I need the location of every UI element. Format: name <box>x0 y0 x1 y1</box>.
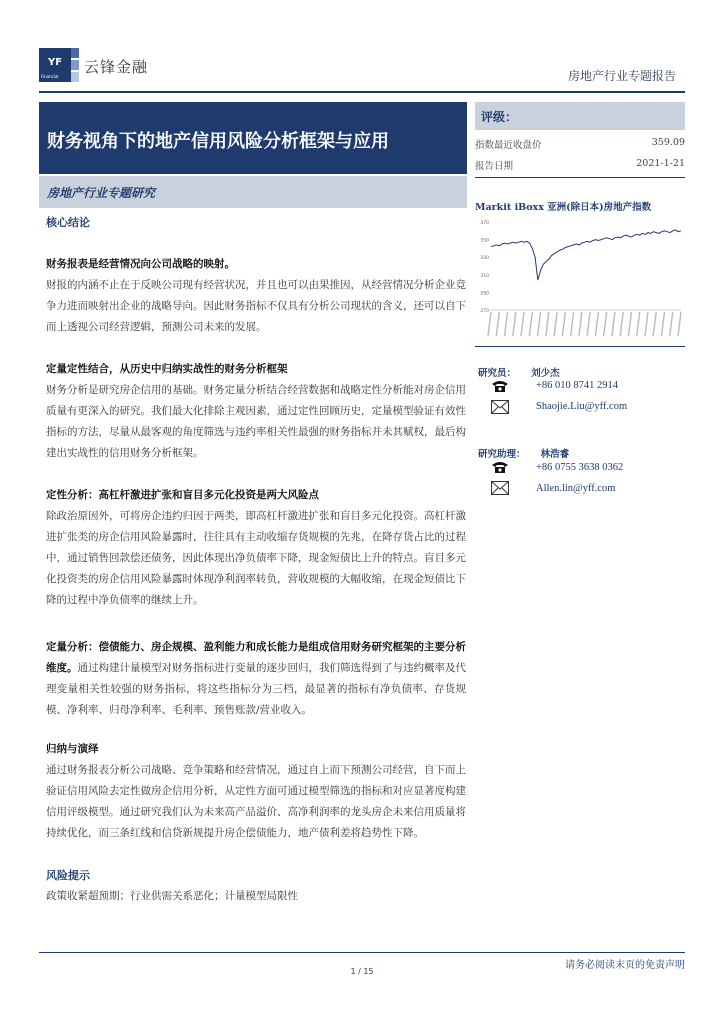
analyst-phone: +86 010 8741 2914 <box>536 380 619 391</box>
y-tick-label: 310 <box>480 273 489 279</box>
analyst-role: 研究助理： <box>478 449 526 460</box>
close-price-row <box>475 137 685 151</box>
x-tick-label <box>579 312 582 336</box>
close-price-value: 359.09 <box>651 137 685 148</box>
x-tick-label <box>529 312 532 336</box>
page-number: 1 / 15 <box>350 967 374 976</box>
analyst-email[interactable]: Allen.lin@yff.com <box>536 483 616 494</box>
analyst-name: 刘少杰 <box>531 368 560 379</box>
x-tick-label <box>595 312 598 336</box>
brand-name: 云锋金融 <box>84 58 149 76</box>
core-conclusion-heading: 核心结论 <box>46 216 90 229</box>
email-icon[interactable] <box>491 481 509 495</box>
x-tick-label <box>645 312 648 336</box>
report-date-label: 报告日期 <box>475 161 514 172</box>
x-tick-label <box>678 312 681 336</box>
y-tick-label: 350 <box>480 238 489 244</box>
x-tick-label <box>521 312 524 336</box>
rating-label: 评级： <box>481 110 518 124</box>
section-3 <box>46 485 466 611</box>
y-tick-label: 330 <box>480 256 489 262</box>
disclaimer-note[interactable]: 请务必阅读末页的免责声明 <box>565 960 685 971</box>
logo-text: YF <box>48 57 63 68</box>
x-tick-label <box>554 312 557 336</box>
phone-icon <box>491 379 509 393</box>
section-body: 财报的内涵不止在于反映公司现有经营状况，并且也可以由果推因，从经营情况分析企业竞争力进而映射出企业的战略导向。因此财务指标不仅具有分析公司现状的含义，还可以自下而上透视公司经营逻辑，预测公司未来的发展。 <box>46 279 466 333</box>
x-tick-label <box>496 312 499 336</box>
footer-divider <box>39 952 685 953</box>
x-tick-label <box>670 312 673 336</box>
analyst-phone: +86 0755 3638 0362 <box>536 462 624 473</box>
section-heading: 归纳与演绎 <box>46 743 99 755</box>
x-tick-label <box>637 312 640 336</box>
section-body: 通过财务报表分析公司战略、竞争策略和经营情况，通过自上而下预测公司经营，自下而上验证信用风险去定性做房企信用分析，从定性方面可通过模型筛选的指标和对应显著度构建信用评级模型。通过研究我们认为未来高产品溢价、高净利润率的龙头房企未来信用质量将持续优化，而三条红线和信贷新规提升房企偿债能力，地产债利差将趋势性下降。 <box>46 764 466 839</box>
x-tick-label <box>587 312 590 336</box>
analyst-2 <box>478 442 688 461</box>
risk-body: 政策收紧超预期；行业供需关系恶化；计量模型局限性 <box>46 890 298 902</box>
section-2 <box>46 359 466 464</box>
risk-heading: 风险提示 <box>46 869 90 882</box>
section-body: 除政治原因外，可将房企违约归因于两类，即高杠杆激进扩张和盲目多元化投资。高杠杆激进扩张类的房企信用风险暴露时，往往具有主动收缩存货规模的先兆，在降存货占比的过程中，通过销售回款偿还债务，因此体现出净负债率下降，现金短债比上升的特点。盲目多元化投资类的房企信用风险暴露时体现净利润率转负，营收规模的大幅收缩，在现金短债比下降的过程中净负债率的继续上升。 <box>46 510 466 606</box>
analyst-1 <box>478 361 688 380</box>
x-tick-label <box>628 312 631 336</box>
x-tick-label <box>488 312 491 336</box>
x-tick-label <box>546 312 549 336</box>
phone-icon <box>491 460 509 474</box>
analyst-email[interactable]: Shaojie.Liu@yff.com <box>536 401 628 412</box>
analyst-role: 研究员： <box>478 368 517 379</box>
x-tick-label <box>661 312 664 336</box>
section-heading: 财务报表是经营情况向公司战略的映射。 <box>46 258 235 270</box>
section-body: 财务分析是研究房企信用的基础。财务定量分析结合经营数据和战略定性分析能对房企信用质量有更深入的研究。我们最大化排除主观因素，通过定性回顾历史，定量模型验证有效性指标的方法，尽量从最客观的角度筛选与违约率相关性最强的财务指标并未其赋权，最后构建出实战性的信用财务分析框架。 <box>46 384 466 459</box>
x-tick-label <box>612 312 615 336</box>
chart-title: Markit iBoxx 亚洲(除日本)房地产指数 <box>475 202 652 213</box>
header-divider <box>39 91 685 93</box>
page-subtitle: 房地产行业专题研究 <box>47 186 156 200</box>
logo-stripes-icon <box>71 48 79 82</box>
x-tick-label <box>538 312 541 336</box>
rating-banner <box>475 102 685 130</box>
y-tick-label: 370 <box>480 221 489 226</box>
y-tick-label: 290 <box>480 291 489 297</box>
section-heading: 定性分析：高杠杆激进扩张和盲目多元化投资是两大风险点 <box>46 489 319 501</box>
logo-sub: Financial <box>41 74 59 79</box>
close-price-label: 指数最近收盘价 <box>475 140 542 151</box>
y-tick-label: 270 <box>480 309 489 314</box>
section-1 <box>46 254 466 338</box>
section-body: 通过构建计量模型对财务指标进行变量的逐步回归，我们筛选得到了与违约概率及代理变量相关性较强的财务指标，将这些指标分为三档，最显著的指标有净负债率、存货规模、净利率、归母净利率、毛利率、预售账款/营业收入。 <box>46 662 466 716</box>
x-tick-label <box>513 312 516 336</box>
section-heading: 定量定性结合，从历史中归纳实战性的财务分析框架 <box>46 363 288 375</box>
report-date-row <box>475 158 685 172</box>
x-tick-label <box>505 312 508 336</box>
section-4 <box>46 637 466 721</box>
x-tick-label <box>620 312 623 336</box>
series-line-0 <box>491 230 681 280</box>
report-type: 房地产行业专题报告 <box>567 69 676 83</box>
subtitle-banner <box>39 176 467 208</box>
company-logo <box>39 48 71 82</box>
page-title: 财务视角下的地产信用风险分析框架与应用 <box>47 131 389 152</box>
section-heading: 定量分析：偿债能力、房企规模、盈利能力和成长能力是组成信用财务研究框架的主要分析维度。 <box>46 641 466 674</box>
sidebar-divider <box>475 177 685 178</box>
analyst-name: 林浩睿 <box>540 449 570 460</box>
x-tick-label <box>653 312 656 336</box>
index-line-chart <box>475 214 685 344</box>
report-date-value: 2021-1-21 <box>636 158 685 169</box>
x-tick-label <box>571 312 574 336</box>
section-6 <box>46 865 466 907</box>
chart-divider <box>475 346 685 347</box>
main-content <box>46 212 466 907</box>
email-icon[interactable] <box>491 400 509 414</box>
section-5 <box>46 739 466 844</box>
title-banner <box>39 102 467 174</box>
x-tick-label <box>604 312 607 336</box>
x-tick-label <box>562 312 565 336</box>
